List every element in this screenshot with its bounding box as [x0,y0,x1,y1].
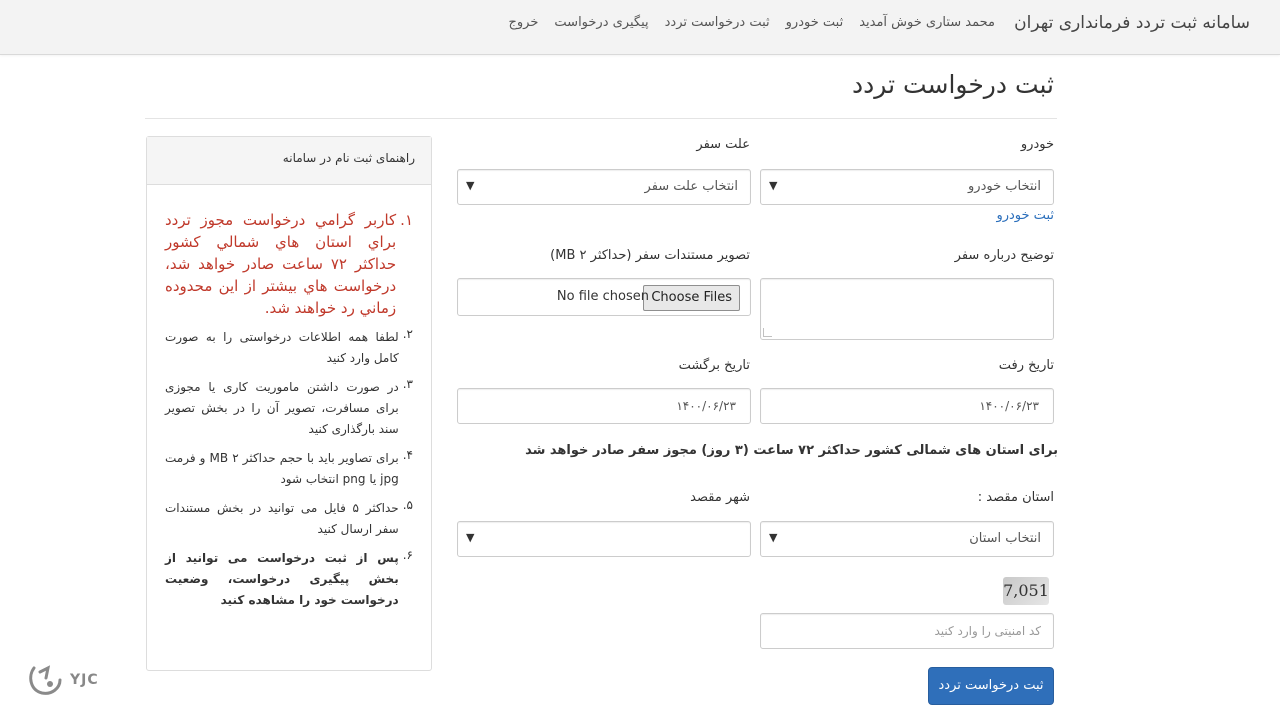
chevron-down-icon: ▼ [466,531,475,544]
guide-item [165,209,413,319]
return-date-input[interactable] [457,388,751,424]
title-divider [145,118,1057,119]
chevron-down-icon: ▼ [466,179,475,192]
description-label: توضیح درباره سفر [954,248,1054,263]
chevron-down-icon: ▼ [769,179,778,192]
watermark-text: YJC [70,672,99,688]
vehicle-label: خودرو [1020,137,1054,152]
choose-files-button[interactable]: Choose Files [643,285,740,311]
reason-label: علت سفر [696,137,750,152]
province-select-value: انتخاب استان [969,531,1041,546]
guide-item-text: کاربر گرامي درخواست مجوز تردد براي استان هاي شمالي كشور حداكثر ۷۲ ساعت صادر خواهد شد، درخواست هاي بيشتر از اين محدوده زماني رد خواهند شد. [165,211,397,317]
guide-item-number: ۳. [402,377,413,391]
page-title: ثبت درخواست تردد [852,70,1054,99]
captcha-input[interactable] [760,613,1054,649]
guide-item-number: ۲. [402,327,413,341]
captcha-image: 7,051 [1003,577,1049,605]
description-textarea[interactable] [760,278,1054,340]
return-date-label: تاریخ برگشت [678,358,750,373]
chevron-down-icon: ▼ [769,531,778,544]
nav-register-request[interactable]: ثبت درخواست تردد [664,15,770,30]
departure-date-input[interactable] [760,388,1054,424]
documents-label: تصویر مستندات سفر (حداکثر ۲ MB) [550,248,750,263]
city-select[interactable] [457,521,751,557]
guide-item-number: ۵. [402,498,413,512]
departure-date-value: ۱۴۰۰/۰۶/۲۳ [979,399,1039,413]
guide-item-text: در صورت داشتن ماموریت کاری یا مجوزی برای مسافرت، تصویر آن را در بخش تصویر سند بارگذاری کنید [165,380,399,436]
add-vehicle-link[interactable]: ثبت خودرو [996,208,1054,223]
documents-file-input[interactable] [457,278,751,316]
resize-grip-icon[interactable] [763,328,772,337]
yjc-logo-icon [26,662,66,698]
guide-item [165,327,413,369]
north-provinces-notice: برای استان های شمالی کشور حداکثر ۷۲ ساعت (۳ روز) مجوز سفر صادر خواهد شد [525,443,1058,458]
city-label: شهر مقصد [690,490,750,505]
province-label: استان مقصد : [977,490,1054,505]
guide-item [165,377,413,440]
submit-request-button[interactable]: ثبت درخواست تردد [928,667,1054,705]
guide-item-text: پس از ثبت درخواست می توانید از بخش پیگیری درخواست، وضعیت درخواست خود را مشاهده کنید [165,551,399,607]
province-select[interactable] [760,521,1054,557]
guide-item-number: ۶. [402,548,413,562]
guide-item-number: ۴. [402,448,413,462]
guide-item [165,548,413,611]
return-date-value: ۱۴۰۰/۰۶/۲۳ [676,399,736,413]
captcha-placeholder: کد امنیتی را وارد کنید [934,624,1041,638]
guide-title: راهنمای ثبت نام در سامانه [147,137,431,185]
guide-item-number: ۱. [400,211,413,229]
guide-panel [146,136,432,671]
nav-links [509,15,995,30]
vehicle-select-value: انتخاب خودرو [968,179,1041,194]
guide-list [165,209,413,619]
nav-welcome-user[interactable]: محمد ستاری خوش آمدید [859,15,995,30]
guide-item-text: لطفا همه اطلاعات درخواستی را به صورت کامل وارد کنید [165,330,399,365]
site-brand[interactable]: سامانه ثبت تردد فرمانداری تهران [1014,13,1250,33]
guide-item [165,448,413,490]
nav-track-request[interactable]: پیگیری درخواست [554,15,649,30]
guide-item [165,498,413,540]
reason-select-value: انتخاب علت سفر [644,179,738,194]
yjc-watermark [26,662,106,698]
guide-item-text: برای تصاویر باید با حجم حداکثر ۲ MB و فرمت jpg یا png انتخاب شود [165,451,399,486]
reason-select[interactable] [457,169,751,205]
vehicle-select[interactable] [760,169,1054,205]
guide-item-text: حداکثر ۵ فایل می توانید در بخش مستندات سفر ارسال کنید [165,501,399,536]
top-navbar [0,0,1280,55]
departure-date-label: تاریخ رفت [998,358,1054,373]
nav-register-vehicle[interactable]: ثبت خودرو [785,15,844,30]
file-status: No file chosen [556,289,649,304]
nav-logout[interactable]: خروج [508,15,539,30]
